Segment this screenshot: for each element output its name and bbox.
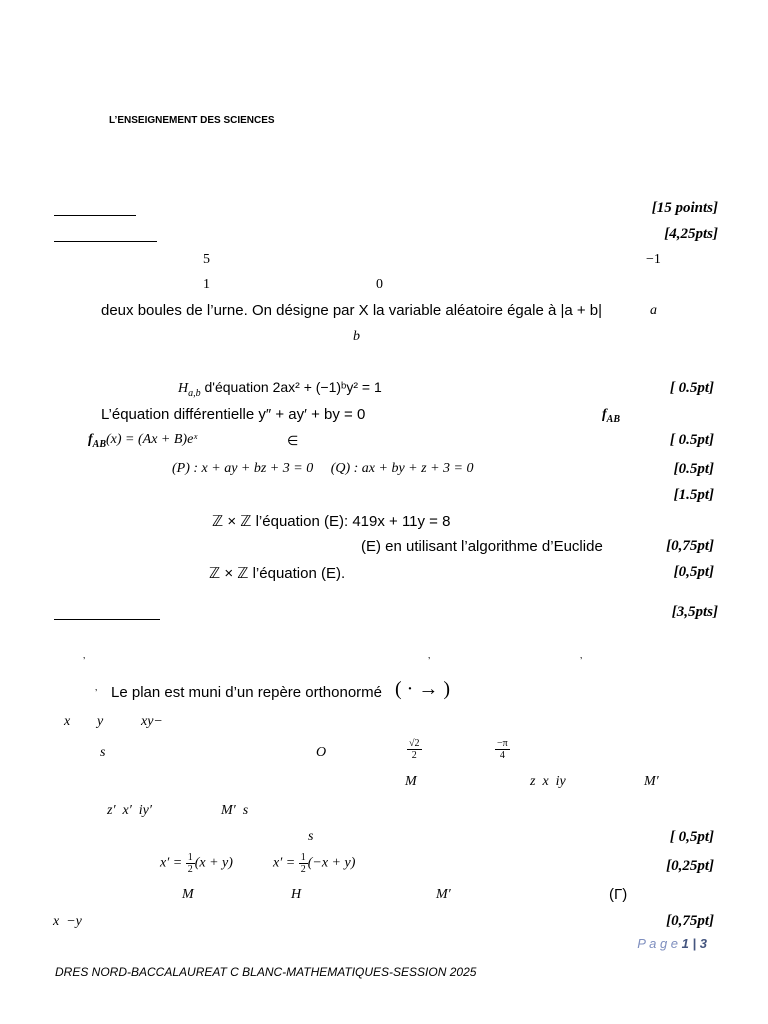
xprime-formula-2 <box>273 852 355 875</box>
point-m-2: M <box>182 887 194 902</box>
m-prime-s: M′ s <box>221 803 249 818</box>
gamma-curve: (Γ) <box>609 886 628 903</box>
xp1-prefix: x′ = <box>160 855 186 871</box>
f-subscript: AB <box>606 413 621 425</box>
var-s-2: s <box>308 829 314 844</box>
f-def-expression: (x) = (Ax + B)eˣ <box>106 432 198 447</box>
page-total: 3 <box>699 936 707 951</box>
page-label: P a g e <box>637 936 679 951</box>
sqrt2-numerator: √2 <box>409 738 420 749</box>
var-s: s <box>100 745 106 760</box>
point-m-prime-2: M′ <box>436 887 451 902</box>
xprime-formula-1 <box>160 852 233 875</box>
draw-sentence: deux boules de l’urne. On désigne par X la variable aléatoire égale à |a + b| <box>101 302 603 319</box>
pi-fraction <box>495 738 510 761</box>
pi-denominator: 4 <box>499 750 505 761</box>
f-symbol: f <box>602 407 607 422</box>
number-1: 1 <box>203 277 210 292</box>
var-b: b <box>353 329 360 344</box>
title-underline-3 <box>54 619 160 620</box>
half-num-2: 1 <box>300 852 306 863</box>
title-underline-1 <box>54 215 136 216</box>
f-def-symbol: f <box>88 432 93 447</box>
page-current: 1 <box>681 936 689 951</box>
half-den-1: 2 <box>187 864 193 875</box>
diophantine-equation: ℤ × ℤ l’équation (E): 419x + 11y = 8 <box>212 513 451 530</box>
pi-numerator: −π <box>497 738 508 749</box>
f-definition <box>88 432 197 450</box>
var-xy: xy− <box>141 714 163 729</box>
xp2-suffix: (−x + y) <box>307 855 356 871</box>
number-0: 0 <box>376 277 383 292</box>
ex2-points: [3,5pts] <box>671 604 718 620</box>
z-equation: z x iy <box>530 774 566 789</box>
half-den-2: 2 <box>300 864 306 875</box>
hyperbola-line <box>178 379 382 399</box>
point-h: H <box>291 887 302 902</box>
planes-equations: (P) : x + ay + bz + 3 = 0 (Q) : ax + by + z + 3 = 0 <box>172 461 474 476</box>
var-a: a <box>650 303 657 318</box>
point-7: [ 0,5pt] <box>669 829 714 845</box>
point-1: [ 0.5pt] <box>669 380 714 396</box>
f-def-subscript: AB <box>92 438 107 450</box>
f-ab-label <box>602 407 620 425</box>
x-minus-y: x −y <box>53 914 82 929</box>
repere-notation: ( · → ) <box>395 678 450 700</box>
page-separator: | <box>692 936 697 951</box>
ex1-part1-points: [4,25pts] <box>664 226 718 242</box>
sqrt2-denominator: 2 <box>411 750 417 761</box>
tick-2: ‚ <box>428 650 431 661</box>
element-of-symbol: ∈ <box>287 433 299 448</box>
plane-sentence: Le plan est muni d’un repère orthonormé <box>111 684 382 701</box>
tick-4: ‚ <box>95 682 98 693</box>
point-8: [0,25pt] <box>666 858 714 874</box>
sqrt2-fraction <box>407 738 422 761</box>
point-m: M <box>405 774 417 789</box>
page-number <box>637 936 707 951</box>
point-5: [0,75pt] <box>666 538 714 554</box>
number-5: 5 <box>203 252 210 267</box>
hyperbola-equation: d'équation 2ax² + (−1)ᵇy² = 1 <box>200 379 382 395</box>
title-underline-2 <box>54 241 157 242</box>
xp1-suffix: (x + y) <box>194 855 233 871</box>
point-6: [0,5pt] <box>673 564 714 580</box>
tick-3: ‚ <box>580 650 583 661</box>
hyperbola-subscript: a,b <box>188 387 201 399</box>
school-header: L’ENSEIGNEMENT DES SCIENCES <box>109 115 275 126</box>
point-3: [0.5pt] <box>673 461 714 477</box>
diff-equation: L’équation différentielle y″ + ay′ + by = 0 <box>101 406 366 423</box>
point-4: [1.5pt] <box>673 487 714 503</box>
euclide-sentence: (E) en utilisant l’algorithme d’Euclide <box>361 538 603 555</box>
point-2: [ 0.5pt] <box>669 432 714 448</box>
footer-exam-label: DRES NORD-BACCALAUREAT C BLANC-MATHEMATIQUES-SESSION 2025 <box>55 965 477 979</box>
z-prime-equation: z′ x′ iy′ <box>107 803 152 818</box>
tick-1: ‚ <box>83 650 86 661</box>
xp2-prefix: x′ = <box>273 855 299 871</box>
point-o: O <box>316 745 327 760</box>
half-num-1: 1 <box>187 852 193 863</box>
point-9: [0,75pt] <box>666 913 714 929</box>
diophantine-equation-2: ℤ × ℤ l’équation (E). <box>209 565 346 582</box>
var-x: x <box>64 714 71 729</box>
ex1-points: [15 points] <box>651 200 718 216</box>
hyperbola-symbol: H <box>178 381 189 396</box>
point-m-prime: M′ <box>644 774 659 789</box>
number-minus-1: −1 <box>646 252 661 267</box>
var-y: y <box>97 714 104 729</box>
